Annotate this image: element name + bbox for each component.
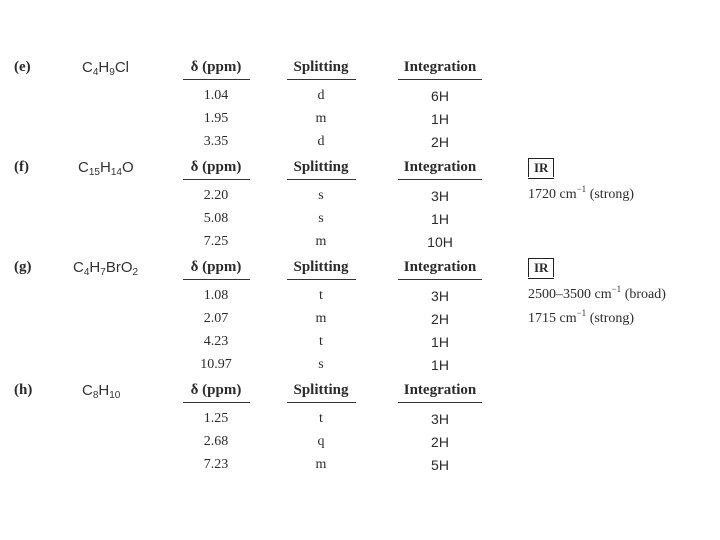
- splitting-value: s: [318, 211, 324, 226]
- integration-value: 3H: [431, 288, 449, 304]
- ir-absorption: [528, 308, 634, 327]
- integration-value: 2H: [431, 434, 449, 450]
- problem-label: (h): [14, 382, 33, 398]
- integration-value: 5H: [431, 457, 449, 473]
- delta-value: 1.95: [203, 111, 229, 126]
- ir-text-part: (broad): [621, 287, 666, 302]
- delta-header: δ (ppm): [190, 159, 242, 175]
- header-underline: [287, 402, 356, 403]
- splitting-header: Splitting: [293, 259, 349, 275]
- integration-header: Integration: [403, 59, 477, 75]
- ir-text-part: −1: [576, 184, 587, 194]
- header-underline: [183, 279, 250, 280]
- delta-value: 1.25: [203, 411, 229, 426]
- formula-part: 9: [109, 67, 115, 78]
- splitting-value: t: [319, 411, 323, 426]
- header-underline: [398, 402, 482, 403]
- ir-text-part: 2500–3500 cm: [528, 287, 612, 302]
- problem-block: [0, 380, 720, 500]
- splitting-value: m: [315, 111, 327, 126]
- delta-value: 1.04: [203, 88, 229, 103]
- molecular-formula: [82, 59, 129, 78]
- ir-absorption: [528, 184, 634, 203]
- formula-part: Cl: [114, 59, 129, 76]
- header-underline: [398, 79, 482, 80]
- splitting-value: q: [317, 434, 325, 449]
- ir-absorption: [528, 284, 666, 303]
- splitting-header: Splitting: [293, 59, 349, 75]
- integration-value: 1H: [431, 334, 449, 350]
- formula-part: 2: [132, 267, 139, 278]
- delta-value: 2.20: [203, 188, 229, 203]
- problem-label: (e): [14, 59, 31, 75]
- header-underline: [183, 179, 250, 180]
- delta-header: δ (ppm): [190, 259, 242, 275]
- splitting-value: m: [315, 234, 327, 249]
- problem-label: (f): [14, 159, 29, 175]
- molecular-formula: [78, 159, 134, 178]
- ir-text-part: (strong): [586, 187, 635, 202]
- ir-text-part: 1715 cm: [528, 311, 577, 326]
- ir-text-part: −1: [576, 308, 587, 318]
- integration-value: 2H: [431, 134, 449, 150]
- formula-part: H: [98, 382, 110, 399]
- formula-part: 7: [100, 267, 106, 278]
- molecular-formula: [82, 382, 120, 401]
- formula-part: BrO: [105, 259, 133, 276]
- integration-value: 3H: [431, 411, 449, 427]
- delta-value: 4.23: [203, 334, 229, 349]
- integration-value: 2H: [431, 311, 449, 327]
- problem-label: (g): [14, 259, 32, 275]
- splitting-header: Splitting: [293, 159, 349, 175]
- molecular-formula: [73, 259, 138, 278]
- integration-header: Integration: [403, 159, 477, 175]
- ir-text-part: −1: [611, 284, 622, 294]
- integration-header: Integration: [403, 382, 477, 398]
- delta-value: 7.23: [203, 457, 229, 472]
- splitting-value: t: [319, 288, 323, 303]
- integration-value: 1H: [431, 211, 449, 227]
- integration-header: Integration: [403, 259, 477, 275]
- splitting-value: m: [315, 457, 327, 472]
- formula-part: 10: [109, 390, 121, 401]
- header-underline: [287, 179, 356, 180]
- delta-value: 2.68: [203, 434, 229, 449]
- formula-part: H: [89, 259, 101, 276]
- formula-part: 14: [110, 167, 122, 178]
- delta-value: 10.97: [200, 357, 232, 372]
- ir-text-part: (strong): [586, 311, 635, 326]
- splitting-value: m: [315, 311, 327, 326]
- formula-part: H: [99, 159, 111, 176]
- splitting-value: s: [318, 188, 324, 203]
- formula-part: 4: [83, 267, 90, 278]
- splitting-value: t: [319, 334, 323, 349]
- ir-text-part: 1720 cm: [528, 187, 577, 202]
- delta-value: 1.08: [203, 288, 229, 303]
- formula-part: C: [82, 59, 93, 76]
- integration-value: 6H: [431, 88, 449, 104]
- header-underline: [183, 79, 250, 80]
- header-underline: [287, 79, 356, 80]
- formula-part: 15: [88, 167, 100, 178]
- formula-part: O: [121, 159, 134, 176]
- header-underline: [398, 179, 482, 180]
- delta-header: δ (ppm): [190, 382, 242, 398]
- delta-value: 7.25: [203, 234, 229, 249]
- formula-part: H: [98, 59, 110, 76]
- formula-part: C: [82, 382, 93, 399]
- ir-label-box: IR: [528, 158, 554, 177]
- integration-value: 3H: [431, 188, 449, 204]
- integration-value: 10H: [427, 234, 453, 250]
- formula-part: 8: [92, 390, 99, 401]
- header-underline: [287, 279, 356, 280]
- splitting-value: d: [317, 134, 325, 149]
- delta-value: 3.35: [203, 134, 229, 149]
- splitting-value: d: [317, 88, 325, 103]
- delta-value: 2.07: [203, 311, 229, 326]
- formula-part: C: [78, 159, 89, 176]
- delta-header: δ (ppm): [190, 59, 242, 75]
- integration-value: 1H: [431, 357, 449, 373]
- header-underline: [183, 402, 250, 403]
- header-underline: [398, 279, 482, 280]
- delta-value: 5.08: [203, 211, 229, 226]
- integration-value: 1H: [431, 111, 449, 127]
- formula-part: 4: [92, 67, 99, 78]
- splitting-header: Splitting: [293, 382, 349, 398]
- ir-label-box: IR: [528, 258, 554, 277]
- problem-block: [0, 257, 720, 377]
- splitting-value: s: [318, 357, 324, 372]
- formula-part: C: [73, 259, 84, 276]
